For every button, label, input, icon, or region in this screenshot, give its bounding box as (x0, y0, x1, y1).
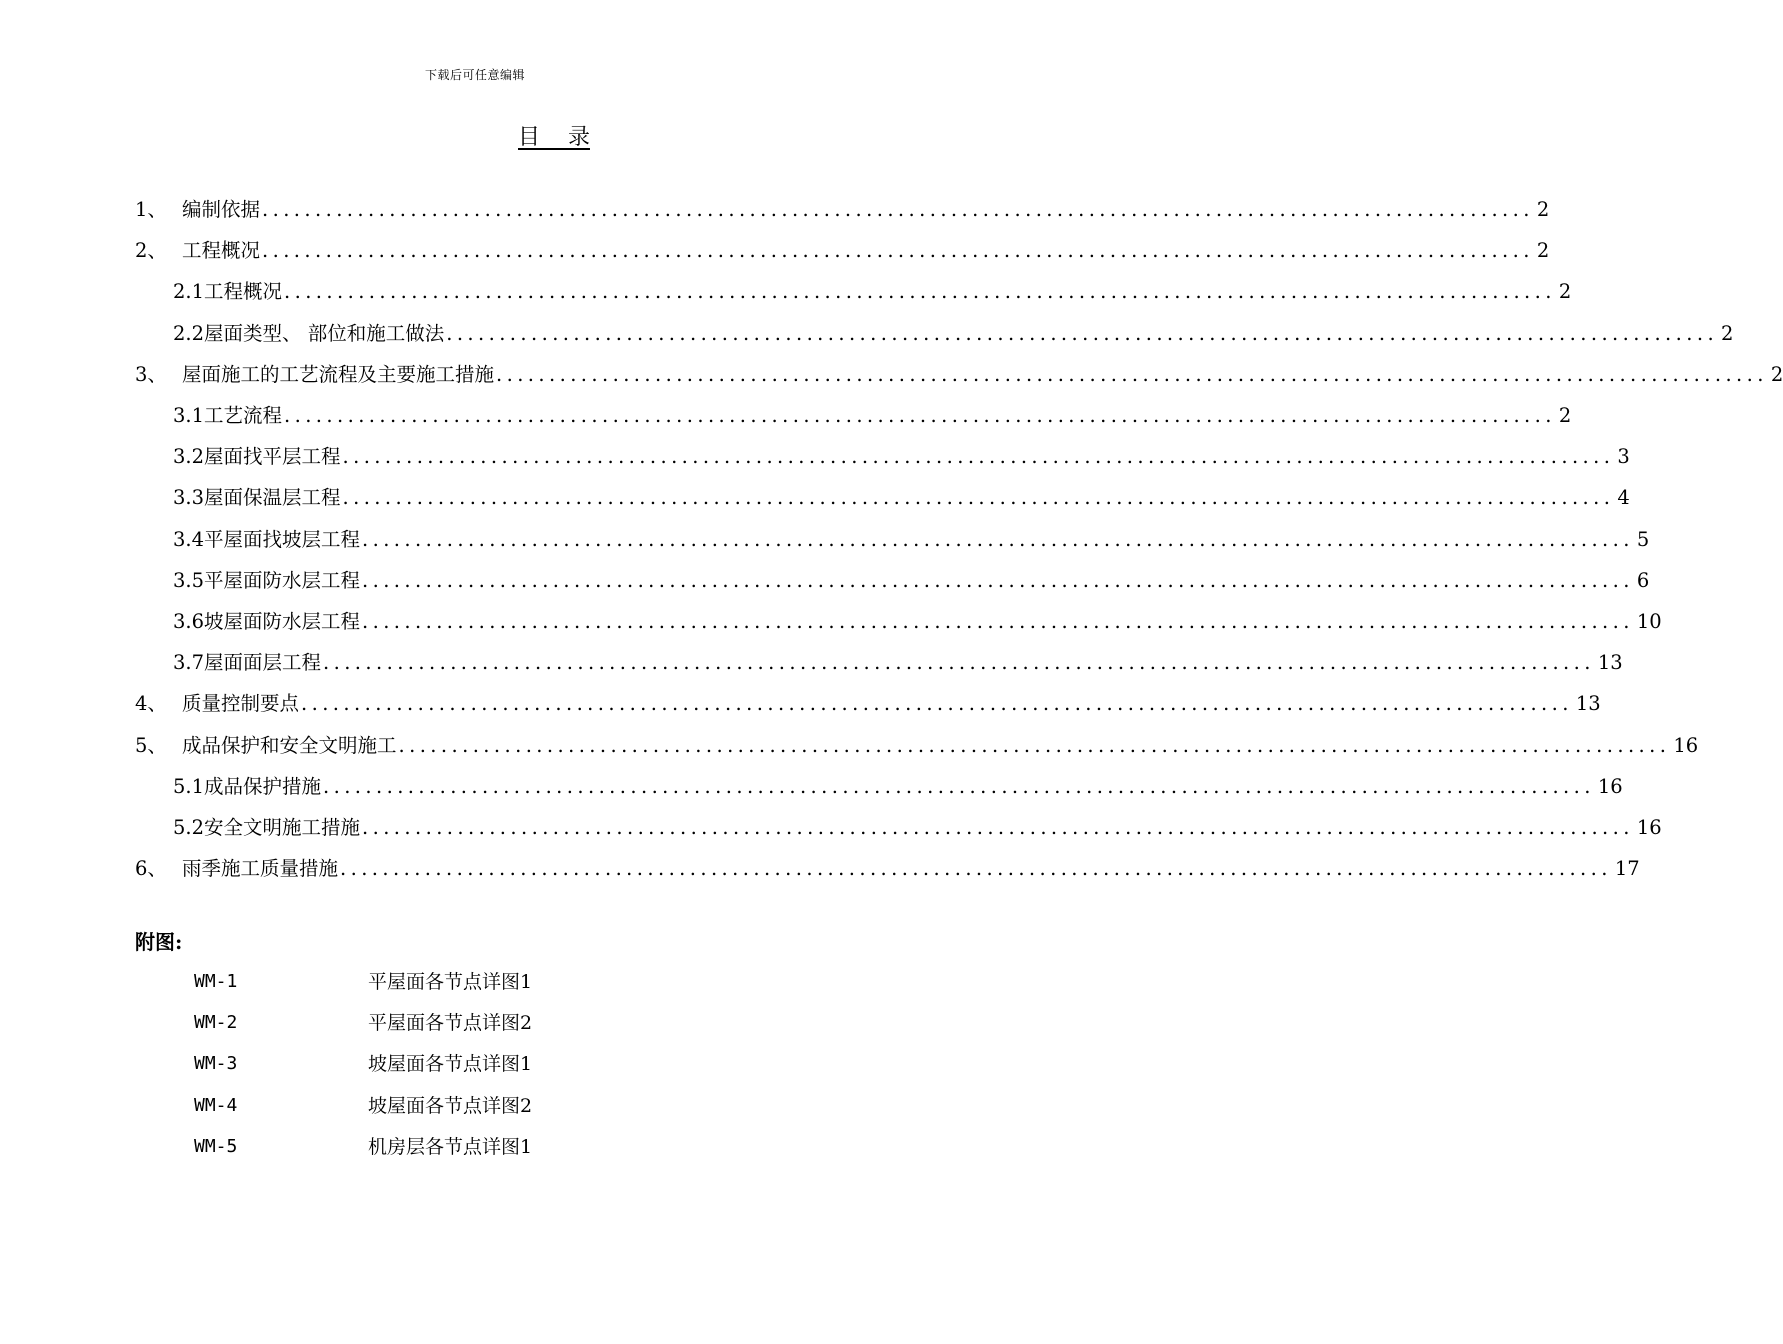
toc-entry-page: 5 (1636, 527, 1650, 551)
figure-code: WM-1 (194, 971, 238, 992)
toc-entry-page: 16 (1597, 774, 1623, 798)
header-note: 下载后可任意编辑 (424, 68, 525, 82)
toc-entry[interactable] (173, 520, 1650, 560)
toc-dot-leader: ........................................................................................................................ (301, 692, 1573, 716)
toc-entry[interactable] (173, 272, 1572, 312)
toc-dot-leader: ........................................................................................................................ (262, 198, 1534, 221)
toc-entry-page: 2 (1558, 280, 1572, 304)
toc-dot-leader: ........................................................................................................................ (362, 610, 1634, 633)
toc-entry-number: 2、 (135, 239, 167, 263)
toc-entry-page: 13 (1575, 692, 1601, 716)
toc-entry[interactable] (135, 849, 1640, 889)
figure-name: 平屋面各节点详图1 (368, 971, 533, 993)
toc-entry[interactable] (135, 726, 1699, 766)
toc-entry-page: 2 (1770, 362, 1783, 386)
toc-entry-page: 3 (1617, 445, 1630, 469)
toc-entry[interactable] (173, 437, 1630, 477)
figure-name: 坡屋面各节点详图1 (368, 1053, 533, 1076)
toc-entry[interactable] (173, 767, 1623, 807)
toc-entry-title: 3.6坡屋面防水层工程 (173, 610, 361, 633)
toc-entry-page: 17 (1614, 857, 1640, 881)
toc-entry-title: 5.2安全文明施工措施 (173, 816, 361, 839)
toc-dot-leader: ........................................................................................................................ (284, 404, 1556, 427)
toc-entry[interactable] (135, 190, 1550, 230)
toc-entry-title: 雨季施工质量措施 (182, 857, 339, 881)
toc-entry-title: 质量控制要点 (182, 692, 300, 716)
toc-dot-leader: ........................................................................................................................ (323, 774, 1595, 798)
toc-entry[interactable] (173, 478, 1630, 518)
toc-entry-number: 4、 (135, 692, 167, 716)
toc-entry-number: 3、 (135, 362, 167, 386)
toc-entry[interactable] (173, 808, 1662, 848)
figure-code: WM-2 (194, 1012, 238, 1034)
toc-dot-leader: ........................................................................................................................ (362, 568, 1634, 592)
toc-entry-page: 2 (1721, 321, 1734, 345)
toc-dot-leader: ........................................................................................................................ (362, 527, 1634, 551)
toc-entry-page: 13 (1597, 651, 1623, 675)
toc-entry[interactable] (135, 231, 1550, 271)
toc-entry-title: 成品保护和安全文明施工 (182, 733, 397, 757)
toc-entry-title: 屋面施工的工艺流程及主要施工措施 (182, 362, 495, 386)
figure-name: 机房层各节点详图1 (368, 1135, 533, 1158)
toc-entry-number: 5、 (135, 733, 167, 757)
toc-entry[interactable] (135, 355, 1783, 395)
toc-entry[interactable] (173, 314, 1734, 354)
figure-code: WM-3 (194, 1053, 238, 1075)
toc-entry-page: 16 (1636, 816, 1662, 839)
toc-entry-title: 2.2屋面类型、 部位和施工做法 (173, 321, 445, 345)
figure-code: WM-5 (194, 1135, 238, 1157)
toc-entry-page: 4 (1617, 486, 1630, 510)
figure-name: 坡屋面各节点详图2 (368, 1094, 533, 1117)
toc-entry-page: 6 (1636, 568, 1650, 592)
toc-entry-title: 5.1成品保护措施 (173, 774, 322, 798)
toc-entry-number: 1、 (135, 198, 167, 221)
toc-dot-leader: ........................................................................................................................ (446, 321, 1719, 345)
toc-entry-title: 3.1工艺流程 (173, 404, 283, 427)
toc-entry-title: 工程概况 (182, 239, 261, 263)
toc-dot-leader: ........................................................................................................................ (323, 651, 1595, 675)
toc-dot-leader: ........................................................................................................................ (342, 486, 1615, 510)
toc-entry-title: 3.5平屋面防水层工程 (173, 568, 361, 592)
toc-entry-page: 10 (1636, 610, 1662, 633)
figure-name: 平屋面各节点详图2 (368, 1012, 533, 1035)
toc-dot-leader: ........................................................................................................................ (262, 239, 1534, 263)
toc-dot-leader: ........................................................................................................................ (496, 362, 1768, 386)
appendix-title: 附图: (135, 930, 183, 954)
toc-dot-leader: ........................................................................................................................ (340, 857, 1612, 881)
toc-entry-title: 3.2屋面找平层工程 (173, 445, 341, 469)
toc-entry-page: 16 (1673, 733, 1699, 757)
toc-entry-title: 3.3屋面保温层工程 (173, 486, 341, 510)
toc-entry-page: 2 (1536, 239, 1550, 263)
toc-dot-leader: ........................................................................................................................ (398, 733, 1671, 757)
toc-title: 目 录 (518, 125, 590, 150)
toc-dot-leader: ........................................................................................................................ (362, 816, 1634, 839)
toc-entry[interactable] (173, 396, 1572, 436)
toc-entry[interactable] (173, 643, 1623, 683)
toc-entry-number: 6、 (135, 857, 167, 881)
toc-entry[interactable] (173, 561, 1650, 601)
toc-entry[interactable] (173, 602, 1662, 642)
toc-dot-leader: ........................................................................................................................ (284, 280, 1556, 304)
toc-entry[interactable] (135, 684, 1601, 724)
figure-code: WM-4 (194, 1094, 238, 1116)
toc-entry-page: 2 (1558, 404, 1572, 427)
toc-entry-title: 3.7屋面面层工程 (173, 651, 322, 675)
toc-dot-leader: ........................................................................................................................ (342, 445, 1615, 469)
toc-entry-title: 2.1工程概况 (173, 280, 283, 304)
toc-entry-title: 编制依据 (182, 198, 261, 221)
toc-entry-page: 2 (1536, 198, 1550, 221)
toc-entry-title: 3.4平屋面找坡层工程 (173, 527, 361, 551)
